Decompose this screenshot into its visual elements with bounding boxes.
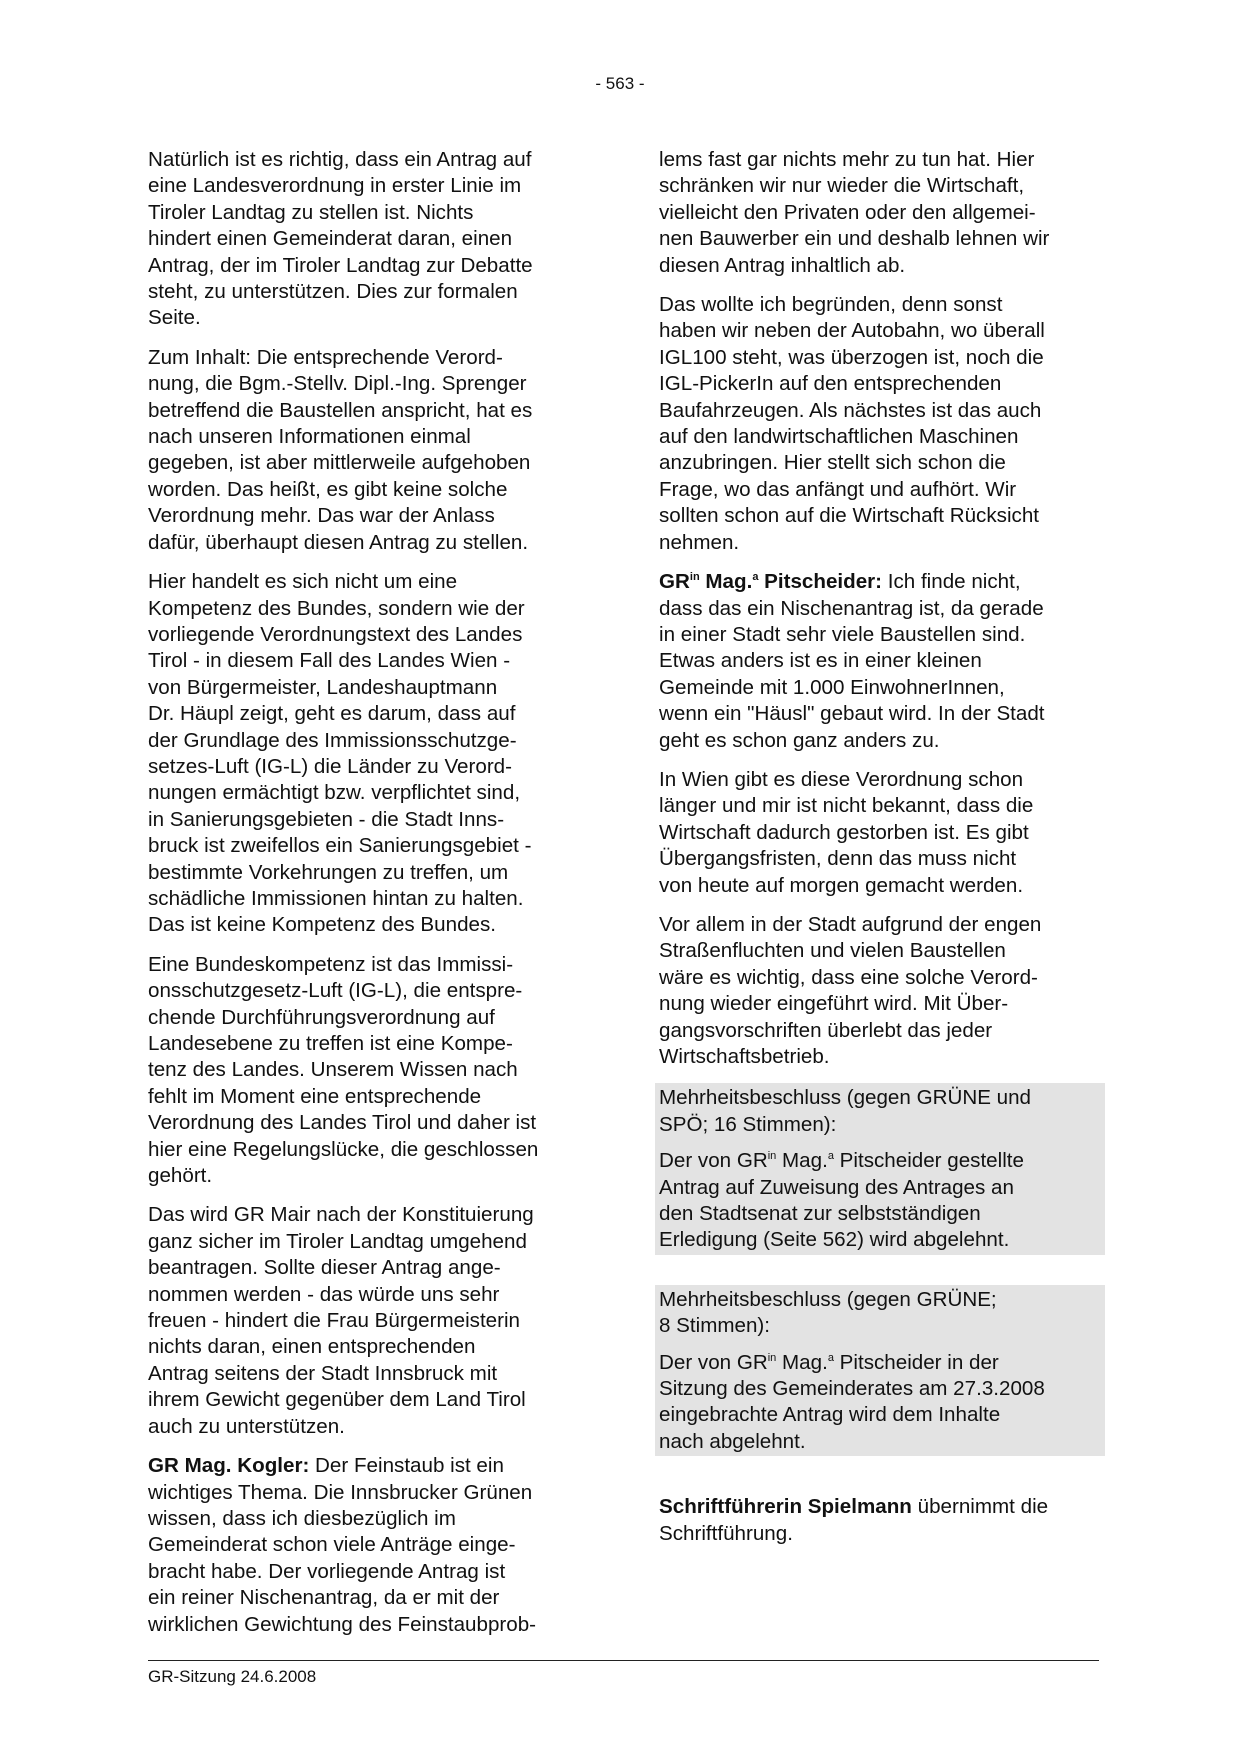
resolution-box-2 [655, 1285, 1105, 1456]
paragraph: Vor allem in der Stadt aufgrund der engen Straßenfluchten und vielen Baustellen wäre es wichtig, dass eine solche Verord- nung wieder eingeführt wird. Mit Über- gangsvorschriften überlebt das jeder Wirtschaftsbetrieb. [659, 912, 1042, 1068]
speaker-name: GR Mag. Kogler: [148, 1454, 310, 1478]
paragraph: Das wird GR Mair nach der Konstituierung ganz sicher im Tiroler Landtag umgehend beantragen. Sollte dieser Antrag ange- nommen werden - das würde uns sehr freuen - hindert die Frau Bürgermeisterin nichts daran, einen entsprechenden Antrag seitens der Stadt Innsbruck mit ihrem Gewicht gegenüber dem Land Tirol auch zu unterstützen. [148, 1203, 534, 1438]
speaker-name: Schriftführerin Spielmann [659, 1495, 912, 1519]
closing-note: Schriftführerin Spielmann übernimmt die Schriftführung. [659, 1495, 1049, 1545]
paragraph: Natürlich ist es richtig, dass ein Antrag auf eine Landesverordnung in erster Linie im Tiroler Landtag zu stellen ist. Nichts hindert einen Gemeinderat daran, einen Antrag, der im Tiroler Landtag zur Debatte steht, zu unterstützen. Dies zur formalen Seite. [148, 148, 533, 330]
paragraph: Das wollte ich begründen, denn sonst haben wir neben der Autobahn, wo überall IGL100 steht, was überzogen ist, noch die IGL-PickerIn auf den entsprechenden Baufahrzeugen. Als nächstes ist das auch auf den landwirtschaftlichen Maschinen anzubringen. Hier stellt sich schon die Frage, wo das anfängt und aufhört. Wir sollten schon auf die Wirtschaft Rücksicht nehmen. [659, 293, 1045, 554]
footer-session-date: GR-Sitzung 24.6.2008 [148, 1667, 317, 1686]
paragraph: lems fast gar nichts mehr zu tun hat. Hier schränken wir nur wieder die Wirtschaft, vielleicht den Privaten oder den allgemei- nen Bauwerber ein und deshalb lehnen wir diesen Antrag inhaltlich ab. [659, 148, 1050, 277]
resolution-heading: Mehrheitsbeschluss (gegen GRÜNE und SPÖ; 16 Stimmen): [659, 1086, 1032, 1136]
resolution-text: Der von $GR^{in}$ Mag.$^a$ Pitscheider in der Sitzung des Gemeinderates am 27.3.2008 eingebrachte Antrag wird dem Inhalte nach abgelehnt. [659, 1350, 1045, 1453]
speech-kogler: GR Mag. Kogler: Der Feinstaub ist ein wichtiges Thema. Die Innsbrucker Grünen wissen, dass ich diesbezüglich im Gemeinderat schon viele Anträge einge- bracht habe. Der vorliegende Antrag ist ein reiner Nischenantrag, da er mit der wirklichen Gewichtung des Feinstaubprob- [148, 1454, 537, 1636]
footer-divider [148, 1660, 1099, 1661]
page-number: - 563 - [595, 74, 645, 93]
paragraph: In Wien gibt es diese Verordnung schon länger und mir ist nicht bekannt, dass die Wirtschaft dadurch gestorben ist. Es gibt Übergangsfristen, denn das muss nicht von heute auf morgen gemacht werden. [659, 767, 1034, 897]
paragraph: Eine Bundeskompetenz ist das Immissi- onsschutzgesetz-Luft (IG-L), die entspre- chende Durchführungsverordnung auf Landesebene zu treffen ist eine Kompe- tenz des Landes. Unserem Wissen nach fehlt im Moment eine entsprechende Verordnung des Landes Tirol und daher ist hier eine Regelungslücke, die geschlossen gehört. [148, 952, 539, 1188]
resolution-text: Der von $GR^{in}$ Mag.$^a$ Pitscheider gestellte Antrag auf Zuweisung des Antrages an den Stadtsenat zur selbstständigen Erledigung (Seite 562) wird abgelehnt. [659, 1149, 1024, 1252]
paragraph: Zum Inhalt: Die entsprechende Verord- nung, die Bgm.-Stellv. Dipl.-Ing. Sprenger betreffend die Baustellen anspricht, hat es nach unseren Informationen einmal gegeben, ist aber mittlerweile aufgehoben worden. Das heißt, es gibt keine solche Verordnung mehr. Das war der Anlass dafür, überhaupt diesen Antrag zu stellen. [148, 345, 533, 554]
resolution-box-1 [655, 1083, 1105, 1254]
left-column [148, 147, 588, 1651]
resolution-heading: Mehrheitsbeschluss (gegen GRÜNE; 8 Stimmen): [659, 1287, 997, 1338]
speech-pitscheider: $GR^{in}$ Mag.$^a$ Pitscheider: Ich finde nicht, dass das ein Nischenantrag ist, da gerade in einer Stadt sehr viele Baustellen sind. Etwas anders ist es in einer kleinen Gemeinde mit 1.000 EinwohnerInnen, wenn ein "Häusl" gebaut wird. In der Stadt geht es schon ganz anders zu. [659, 570, 1045, 752]
speaker-name: $GR^{in}$ Mag.$^a$ Pitscheider: [659, 570, 883, 594]
right-column [659, 147, 1099, 1560]
paragraph: Hier handelt es sich nicht um eine Kompetenz des Bundes, sondern wie der vorliegende Verordnungstext des Landes Tirol - in diesem Fall des Landes Wien - von Bürgermeister, Landeshauptmann Dr. Häupl zeigt, geht es darum, dass auf der Grundlage des Immissionsschutzge- setzes-Luft (IG-L) die Länder zu Verord- nungen ermächtigt bzw. verpflichtet sind, in Sanierungsgebieten - die Stadt Inns- bruck ist zweifellos ein Sanierungsgebiet - bestimmte Vorkehrungen zu treffen, um schädliche Immissionen hintan zu halten. Das ist keine Kompetenz des Bundes. [148, 570, 532, 937]
